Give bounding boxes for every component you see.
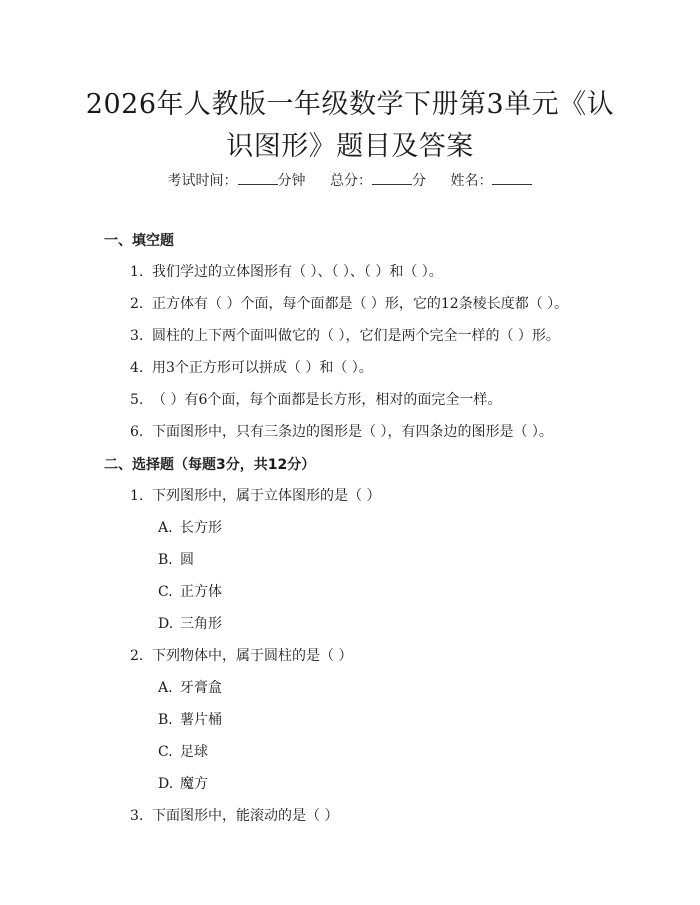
fill-question-6 <box>130 421 553 441</box>
option-letter: D. <box>158 616 174 632</box>
option-text: 长方形 <box>180 520 222 536</box>
option-text: 魔方 <box>180 776 208 792</box>
question-number: 2. <box>130 648 144 664</box>
question-number: 3. <box>130 808 144 824</box>
fill-question-3 <box>130 325 560 345</box>
choice-option[interactable] <box>158 517 222 537</box>
option-text: 正方体 <box>180 584 222 600</box>
question-text: （ ）有6个面，每个面都是长方形，相对的面完全一样。 <box>152 392 502 408</box>
question-number: 5. <box>130 392 144 408</box>
section-heading-fill-blank: 一、填空题 <box>104 233 174 249</box>
question-text: 下列图形中，属于立体图形的是（ ） <box>152 488 381 504</box>
choice-question-1 <box>130 485 380 505</box>
option-letter: A. <box>158 680 173 696</box>
fill-question-4 <box>130 357 373 377</box>
exam-time <box>168 173 306 189</box>
option-text: 圆 <box>180 552 194 568</box>
option-letter: C. <box>158 584 173 600</box>
page-title <box>60 84 640 168</box>
choice-question-3 <box>130 805 338 825</box>
option-letter: D. <box>158 776 174 792</box>
time-blank[interactable] <box>238 172 278 185</box>
choice-option[interactable] <box>158 581 222 601</box>
title-line-2: 识图形》题目及答案 <box>226 131 474 162</box>
name-blank[interactable] <box>492 172 532 185</box>
question-text: 用3个正方形可以拼成（ ）和（ ）。 <box>152 360 373 376</box>
option-letter: B. <box>158 712 173 728</box>
choice-option[interactable] <box>158 677 222 697</box>
question-number: 2. <box>130 296 144 312</box>
choice-option[interactable] <box>158 741 208 761</box>
question-number: 3. <box>130 328 144 344</box>
exam-name <box>450 173 532 189</box>
name-label: 姓名： <box>450 173 493 189</box>
fill-question-2 <box>130 293 568 313</box>
time-unit: 分钟 <box>277 173 306 189</box>
option-letter: A. <box>158 520 173 536</box>
option-text: 三角形 <box>180 616 222 632</box>
option-letter: C. <box>158 744 173 760</box>
question-number: 1. <box>130 488 144 504</box>
score-unit: 分 <box>412 173 426 189</box>
title-line-1: 2026年人教版一年级数学下册第3单元《认 <box>85 89 615 120</box>
score-blank[interactable] <box>372 172 412 185</box>
option-text: 薯片桶 <box>180 712 222 728</box>
question-number: 1. <box>130 264 144 280</box>
question-text: 下面图形中，能滚动的是（ ） <box>152 808 339 824</box>
option-text: 牙膏盒 <box>180 680 222 696</box>
choice-option[interactable] <box>158 709 222 729</box>
question-text: 正方体有（ ）个面，每个面都是（ ）形，它的12条棱长度都（ ）。 <box>152 296 569 312</box>
option-text: 足球 <box>180 744 208 760</box>
exam-score <box>330 173 426 189</box>
option-letter: B. <box>158 552 173 568</box>
section-heading-choice: 二、选择题（每题3分，共12分） <box>104 457 316 473</box>
fill-question-1 <box>130 261 443 281</box>
exam-meta <box>0 170 700 190</box>
question-text: 下面图形中，只有三条边的图形是（ ），有四条边的图形是（ ）。 <box>152 424 553 440</box>
choice-option[interactable] <box>158 613 222 633</box>
question-text: 下列物体中，属于圆柱的是（ ） <box>152 648 353 664</box>
score-label: 总分： <box>330 173 372 189</box>
question-number: 4. <box>130 360 144 376</box>
choice-option[interactable] <box>158 773 208 793</box>
question-number: 6. <box>130 424 144 440</box>
question-text: 我们学过的立体图形有（ ）、（ ）、（ ）和（ ）。 <box>152 264 443 280</box>
choice-question-2 <box>130 645 352 665</box>
fill-question-5 <box>130 389 501 409</box>
question-text: 圆柱的上下两个面叫做它的（ ），它们是两个完全一样的（ ）形。 <box>152 328 560 344</box>
choice-option[interactable] <box>158 549 194 569</box>
time-label: 考试时间： <box>167 173 238 189</box>
